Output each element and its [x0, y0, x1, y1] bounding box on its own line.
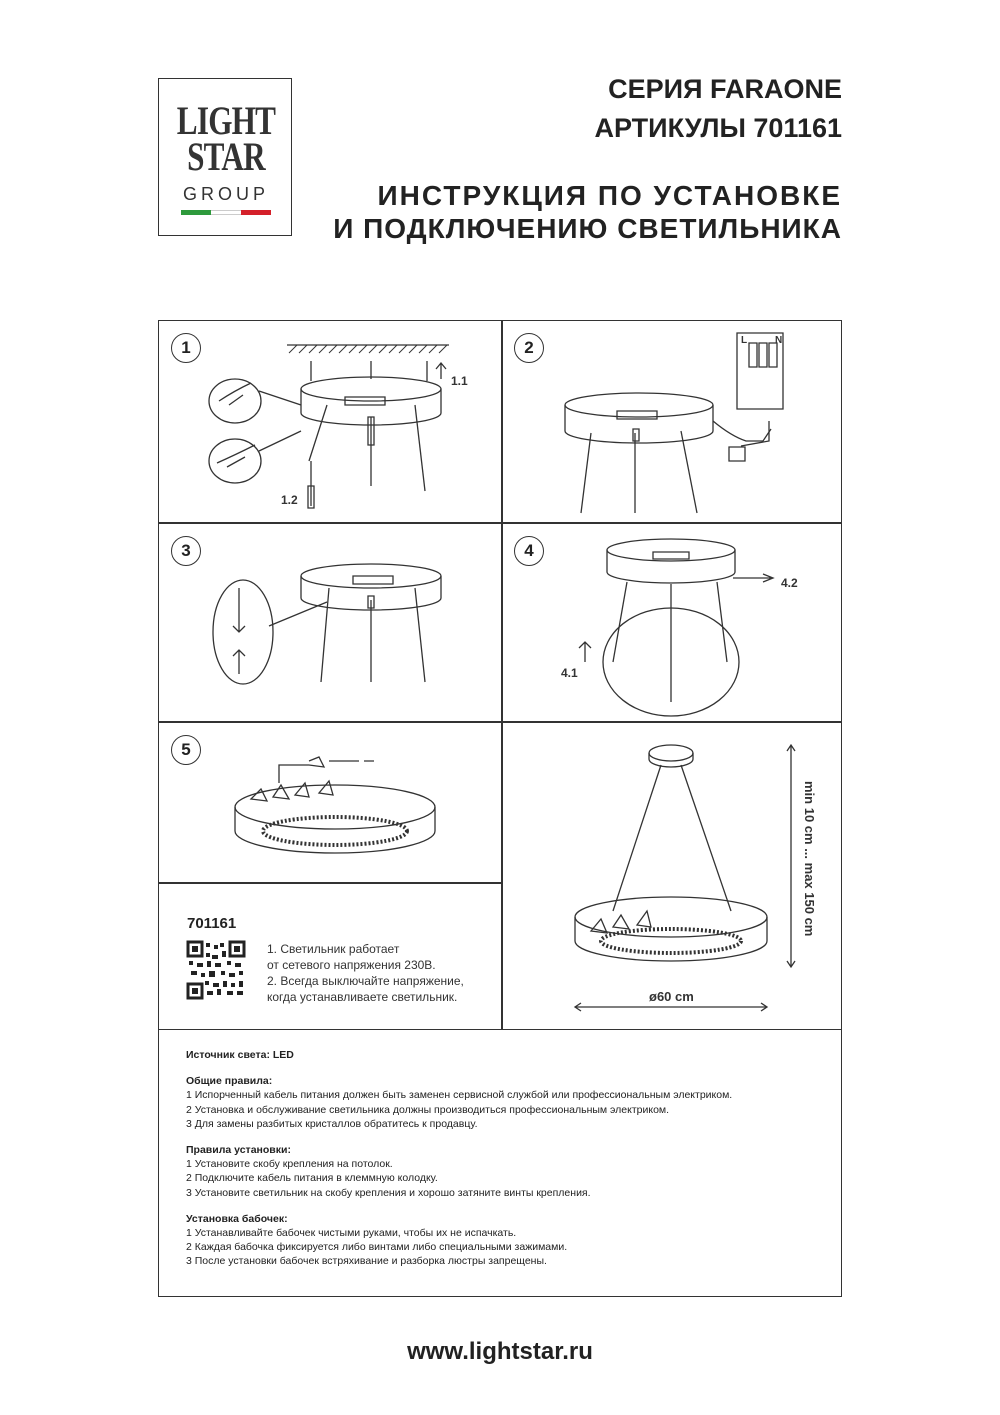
butterfly-rule-3: 3 После установки бабочек встряхивание и разборка люстры запрещены. [186, 1255, 547, 1268]
series-title: СЕРИЯ FARAONE [608, 74, 842, 104]
step-3-illustration [159, 522, 501, 722]
flag-green-stripe [181, 210, 211, 215]
flag-white-stripe [211, 210, 241, 215]
install-rule-1: 1 Установите скобу крепления на потолок. [186, 1158, 393, 1171]
instruction-grid [158, 320, 842, 1030]
butterfly-rules-title: Установка бабочек: [186, 1212, 288, 1225]
step-5-number: 5 [171, 735, 201, 765]
general-rule-2: 2 Установка и обслуживание светильника должны производиться профессиональным электриком. [186, 1103, 670, 1116]
step-2-illustration [501, 321, 843, 521]
document-title-line2: И ПОДКЛЮЧЕНИЮ СВЕТИЛЬНИКА [333, 213, 842, 244]
grid-divider-row3 [159, 882, 501, 884]
logo-line-group: GROUP [182, 184, 269, 204]
flag-red-stripe [241, 210, 271, 215]
light-source: Источник света: LED [186, 1049, 294, 1061]
article-number: АРТИКУЛЫ 701161 [594, 113, 842, 143]
install-rule-2: 2 Подключите кабель питания в клеммную колодку. [186, 1172, 438, 1185]
step-3-number: 3 [171, 536, 201, 566]
step-1-label-1-1: 1.1 [451, 374, 468, 388]
general-rule-1: 1 Испорченный кабель питания должен быть заменен сервисной службой или профессиональным электриком. [186, 1089, 733, 1102]
height-dimension-label: min 10 cm ... max 150 cm [802, 781, 817, 937]
brand-logo [158, 78, 292, 236]
logo-line-light: LIGHT [176, 98, 276, 143]
note-line-3: 2. Всегда выключайте напряжение, [267, 974, 464, 988]
step-4-label-4-1: 4.1 [561, 666, 578, 680]
install-rule-3: 3 Установите светильник на скобу крепления и хорошо затяните винты крепления. [186, 1186, 591, 1199]
butterfly-rule-2: 2 Каждая бабочка фиксируется либо винтами либо специальными зажимами. [186, 1241, 568, 1254]
note-line-4: когда устанавливаете светильник. [267, 990, 458, 1004]
step-2-number: 2 [514, 333, 544, 363]
step-4-number: 4 [514, 536, 544, 566]
step-1-number: 1 [171, 333, 201, 363]
terminal-label-n: N [775, 335, 783, 346]
butterfly-rule-1: 1 Устанавливайте бабочек чистыми руками, чтобы их не испачкать. [186, 1227, 517, 1240]
qr-code-icon [187, 941, 245, 999]
model-notes [267, 941, 464, 1005]
model-number: 701161 [187, 915, 237, 932]
step-4-label-4-2: 4.2 [781, 576, 798, 590]
general-rule-3: 3 Для замены разбитых кристаллов обратитесь к продавцу. [186, 1117, 478, 1130]
website-link[interactable]: www.lightstar.ru [407, 1338, 593, 1365]
terminal-label-l: L [741, 335, 748, 346]
note-line-1: 1. Светильник работает [267, 942, 400, 956]
general-rules-title: Общие правила: [186, 1075, 273, 1088]
info-section [158, 1030, 842, 1297]
step-4-illustration [501, 522, 843, 722]
logo-line-star: STAR [187, 134, 265, 179]
step-1-illustration [159, 321, 501, 521]
note-line-2: от сетевого напряжения 230В. [267, 958, 436, 972]
diameter-dimension-label: ø60 cm [649, 989, 694, 1004]
product-dimension-drawing [501, 721, 843, 1029]
step-1-label-1-2: 1.2 [281, 493, 298, 507]
step-5-illustration [159, 721, 501, 881]
install-rules-title: Правила установки: [186, 1144, 291, 1157]
document-title-line1: ИНСТРУКЦИЯ ПО УСТАНОВКЕ [377, 180, 842, 211]
